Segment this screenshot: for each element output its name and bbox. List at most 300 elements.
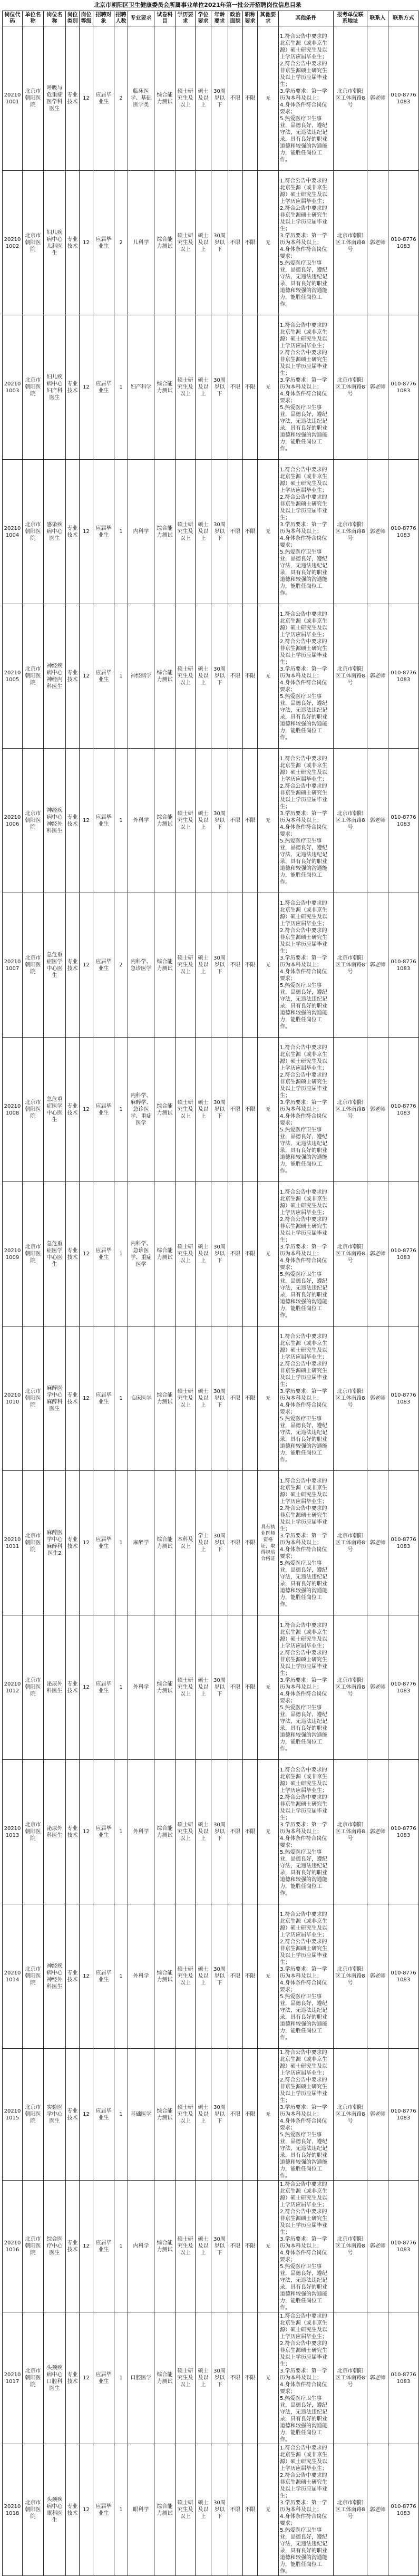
- table-row: [3, 2181, 419, 2312]
- cell-unit: 北京市朝阳医院: [23, 1038, 44, 1182]
- cell-unit: 北京市朝阳医院: [23, 1471, 44, 1615]
- cell-address: 北京市朝阳区工体南路8号: [334, 1760, 367, 1904]
- cell-address: 北京市朝阳区工体南路8号: [334, 2312, 367, 2444]
- cell-title-req: 不限: [243, 1760, 258, 1904]
- requirement-line: 5.热爱医疗卫生事业，品德良好，遵纪守法，无违法违纪记录，具有良好的职业道德和较强的沟通能力，能胜任岗位工作。: [280, 1416, 327, 1463]
- cell-post: 感染疾病中心医生: [44, 460, 66, 604]
- requirement-line: 1.符合公告中要求的北京生源（或非京生源）硕士研究生及以上学历应届毕业生；: [280, 2445, 327, 2472]
- requirement-line: 3.学历要求：第一学历为本科及以上；: [280, 1678, 327, 1690]
- header-count: 招聘人数: [114, 11, 128, 26]
- requirement-line: 4.身体条件符合岗位要求；: [280, 2118, 327, 2131]
- cell-category: 专业技术: [66, 26, 80, 171]
- cell-unit: 北京市朝阳医院: [23, 1760, 44, 1904]
- cell-contact: 郭老师: [367, 1182, 388, 1326]
- cell-contact: 郭老师: [367, 604, 388, 749]
- cell-target: 应届毕业生: [93, 26, 114, 171]
- cell-target: 应届毕业生: [93, 460, 114, 604]
- cell-contact: 郭老师: [367, 1038, 388, 1182]
- requirement-line: 2.符合公告中要求的非京生源硕士研究生及以上学历应届毕业生；: [280, 495, 327, 521]
- header-other: 其他要求: [258, 11, 279, 26]
- requirement-line: 2.符合公告中要求的非京生源硕士研究生及以上学历应届毕业生；: [280, 1939, 327, 1965]
- cell-requirements: [279, 26, 334, 171]
- requirement-line: 4.身体条件符合岗位要求；: [280, 1547, 327, 1560]
- cell-post: 头颈疾病中心口腔科医生: [44, 2312, 66, 2444]
- cell-target: 应届毕业生: [93, 1615, 114, 1760]
- document-title: 北京市朝阳区卫生健康委员会所属事业单位2021年第一批公开招聘岗位信息目录: [94, 2, 301, 8]
- cell-post: 神经疾病中心神经内科医生: [44, 604, 66, 749]
- table-row: [3, 171, 419, 315]
- cell-target: 应届毕业生: [93, 2444, 114, 2576]
- cell-address: 北京市朝阳区工体南路8号: [334, 1182, 367, 1326]
- cell-level: 12: [80, 171, 93, 315]
- cell-title-req: 不限: [243, 1182, 258, 1326]
- cell-age: 30周岁以下: [211, 1904, 228, 2049]
- cell-exam: 综合能力测试: [154, 171, 176, 315]
- cell-politics: 不限: [228, 1182, 243, 1326]
- requirement-line: 2.符合公告中要求的非京生源硕士研究生及以上学历应届毕业生；: [280, 350, 327, 376]
- requirement-line: 1.符合公告中要求的北京生源（或非京生源）硕士研究生及以上学历应届毕业生；: [280, 1189, 327, 1216]
- requirement-line: 5.热爱医疗卫生事业，品德良好，遵纪守法，无违法违纪记录，具有良好的职业道德和较强的沟通能力，能胜任岗位工作。: [280, 838, 327, 885]
- cell-age: 30周岁以下: [211, 1760, 228, 1904]
- cell-target: 应届毕业生: [93, 1471, 114, 1615]
- cell-phone: 010-87761083: [388, 1326, 419, 1471]
- cell-contact: 郭老师: [367, 1760, 388, 1904]
- requirement-line: 2.符合公告中要求的非京生源硕士研究生及以上学历应届毕业生；: [280, 928, 327, 954]
- cell-requirements: [279, 1326, 334, 1471]
- cell-politics: 不限: [228, 1760, 243, 1904]
- cell-target: 应届毕业生: [93, 604, 114, 749]
- cell-code: 202101006: [3, 749, 23, 893]
- cell-other: 无: [258, 2444, 279, 2576]
- requirement-line: 4.身体条件符合岗位要求；: [280, 2382, 327, 2395]
- table-row: [3, 1326, 419, 1471]
- header-post: 岗位名称: [44, 11, 66, 26]
- cell-phone: 010-87761083: [388, 604, 419, 749]
- cell-code: 202101017: [3, 2312, 23, 2444]
- requirement-line: 1.符合公告中要求的北京生源（或非京生源）硕士研究生及以上学历应届毕业生；: [280, 612, 327, 638]
- cell-requirements: [279, 2312, 334, 2444]
- cell-count: 1: [114, 2049, 128, 2181]
- requirement-line: 3.学历要求：第一学历为本科及以上；: [280, 955, 327, 968]
- requirement-line: 3.学历要求：第一学历为本科及以上；: [280, 522, 327, 535]
- cell-unit: 北京市朝阳医院: [23, 1182, 44, 1326]
- cell-politics: 不限: [228, 893, 243, 1038]
- cell-exam: 综合能力测试: [154, 1182, 176, 1326]
- cell-level: 12: [80, 1615, 93, 1760]
- requirement-line: 1.符合公告中要求的北京生源（或非京生源）硕士研究生及以上学历应届毕业生；: [280, 2313, 327, 2340]
- cell-other: 无: [258, 1326, 279, 1471]
- requirement-line: 4.身体条件符合岗位要求；: [280, 536, 327, 548]
- cell-exam: 综合能力测试: [154, 1326, 176, 1471]
- cell-level: 12: [80, 2049, 93, 2181]
- requirement-line: 3.学历要求：第一学历为本科及以上；: [280, 666, 327, 679]
- cell-count: 1: [114, 2181, 128, 2312]
- cell-exam: 综合能力测试: [154, 1904, 176, 2049]
- cell-post: 综合医疗中心医生: [44, 2181, 66, 2312]
- cell-major: 神经病学: [128, 604, 154, 749]
- cell-code: 202101015: [3, 2049, 23, 2181]
- header-category: 岗位类别: [66, 11, 80, 26]
- requirement-line: 2.符合公告中要求的非京生源硕士研究生及以上学历应届毕业生；: [280, 639, 327, 665]
- requirement-line: 3.学历要求：第一学历为本科及以上；: [280, 2368, 327, 2381]
- cell-age: 30周岁以下: [211, 171, 228, 315]
- cell-unit: 北京市朝阳医院: [23, 315, 44, 460]
- table-row: [3, 1760, 419, 1904]
- cell-code: 202101002: [3, 171, 23, 315]
- cell-requirements: [279, 2049, 334, 2181]
- cell-phone: 010-87761083: [388, 1615, 419, 1760]
- cell-major: 临床医学、基础医学类: [128, 26, 154, 171]
- cell-title-req: 不限: [243, 1038, 258, 1182]
- cell-post: 神经疾病中心神经外科医生: [44, 749, 66, 893]
- cell-major: 临床医学: [128, 1326, 154, 1471]
- cell-requirements: [279, 2444, 334, 2576]
- cell-count: 1: [114, 1182, 128, 1326]
- requirement-line: 2.符合公告中要求的非京生源硕士研究生及以上学历应届毕业生；: [280, 2473, 327, 2499]
- cell-degree: 硕士及以上: [196, 1615, 211, 1760]
- cell-count: 1: [114, 1471, 128, 1615]
- cell-title-req: 不限: [243, 460, 258, 604]
- cell-target: 应届毕业生: [93, 893, 114, 1038]
- cell-edu: 硕士研究生及以上: [176, 1182, 196, 1326]
- cell-title-req: 不限: [243, 1471, 258, 1615]
- cell-code: 202101010: [3, 1326, 23, 1471]
- table-row: [3, 315, 419, 460]
- header-age: 年龄要求: [211, 11, 228, 26]
- requirement-line: 3.学历要求：第一学历为本科及以上；: [280, 1822, 327, 1835]
- requirement-line: 1.符合公告中要求的北京生源（或非京生源）硕士研究生及以上学历应届毕业生；: [280, 1767, 327, 1794]
- cell-contact: 郭老师: [367, 1326, 388, 1471]
- cell-exam: 综合能力测试: [154, 460, 176, 604]
- cell-post: 神经疾病中心神经外科医生: [44, 1904, 66, 2049]
- cell-phone: 010-87761083: [388, 1904, 419, 2049]
- cell-category: 专业技术: [66, 2049, 80, 2181]
- requirement-line: 2.符合公告中要求的非京生源硕士研究生及以上学历应届毕业生；: [280, 1217, 327, 1243]
- cell-level: 12: [80, 2312, 93, 2444]
- header-degree: 学位要求: [196, 11, 211, 26]
- table-row: [3, 1038, 419, 1182]
- cell-title-req: 不限: [243, 171, 258, 315]
- cell-title-req: 不限: [243, 893, 258, 1038]
- header-title-req: 职称要求: [243, 11, 258, 26]
- cell-count: 1: [114, 604, 128, 749]
- requirement-line: 1.符合公告中要求的北京生源（或非京生源）硕士研究生及以上学历应届毕业生；: [280, 1334, 327, 1360]
- cell-politics: 不限: [228, 604, 243, 749]
- cell-title-req: 不限: [243, 1326, 258, 1471]
- cell-degree: 学士及以上: [196, 1471, 211, 1615]
- cell-politics: 不限: [228, 171, 243, 315]
- cell-title-req: 不限: [243, 26, 258, 171]
- cell-unit: 北京市朝阳医院: [23, 460, 44, 604]
- cell-age: 30周岁以下: [211, 1182, 228, 1326]
- requirement-line: 4.身体条件符合岗位要求；: [280, 1980, 327, 1993]
- cell-degree: 硕士及以上: [196, 2312, 211, 2444]
- requirement-line: 1.符合公告中要求的北京生源（或非京生源）硕士研究生及以上学历应届毕业生；: [280, 1478, 327, 1505]
- cell-politics: 不限: [228, 2181, 243, 2312]
- cell-age: 30周岁以下: [211, 2181, 228, 2312]
- cell-title-req: 不限: [243, 604, 258, 749]
- header-exam: 试卷科目: [154, 11, 176, 26]
- cell-code: 202101014: [3, 1904, 23, 2049]
- table-row: [3, 2312, 419, 2444]
- cell-contact: 郭老师: [367, 1471, 388, 1615]
- cell-edu: 硕士研究生及以上: [176, 1038, 196, 1182]
- cell-politics: 不限: [228, 2312, 243, 2444]
- cell-degree: 硕士及以上: [196, 171, 211, 315]
- requirement-line: 2.符合公告中要求的非京生源硕士研究生及以上学历应届毕业生；: [280, 206, 327, 232]
- cell-contact: 郭老师: [367, 1904, 388, 2049]
- cell-count: 2: [114, 171, 128, 315]
- cell-count: 1: [114, 315, 128, 460]
- cell-level: 12: [80, 749, 93, 893]
- cell-post: 妇儿疾病中心儿科医生: [44, 171, 66, 315]
- requirement-line: 4.身体条件符合岗位要求；: [280, 391, 327, 404]
- cell-address: 北京市朝阳区工体南路8号: [334, 2444, 367, 2576]
- header-major: 专业要求: [128, 11, 154, 26]
- cell-other: 无: [258, 26, 279, 171]
- cell-code: 202101001: [3, 26, 23, 171]
- cell-exam: 综合能力测试: [154, 26, 176, 171]
- header-address: 报考单位联系地址: [334, 11, 367, 26]
- cell-age: 30周岁以下: [211, 1471, 228, 1615]
- cell-exam: 综合能力测试: [154, 1471, 176, 1615]
- cell-degree: 硕士及以上: [196, 749, 211, 893]
- cell-other: 具有执业医师资格证，取得规培合格证: [258, 1471, 279, 1615]
- table-row: [3, 893, 419, 1038]
- cell-target: 应届毕业生: [93, 315, 114, 460]
- requirement-line: 1.符合公告中要求的北京生源（或非京生源）硕士研究生及以上学历应届毕业生；: [280, 1912, 327, 1938]
- cell-unit: 北京市朝阳医院: [23, 2444, 44, 2576]
- cell-politics: 不限: [228, 2444, 243, 2576]
- cell-post: 急危重症医学中心医生: [44, 893, 66, 1038]
- cell-contact: 郭老师: [367, 2181, 388, 2312]
- cell-requirements: [279, 1182, 334, 1326]
- cell-code: 202101016: [3, 2181, 23, 2312]
- cell-exam: 综合能力测试: [154, 893, 176, 1038]
- cell-edu: 硕士研究生及以上: [176, 2312, 196, 2444]
- cell-major: 内科学: [128, 2181, 154, 2312]
- cell-requirements: [279, 1471, 334, 1615]
- requirement-line: 2.符合公告中要求的非京生源硕士研究生及以上学历应届毕业生；: [280, 1795, 327, 1821]
- cell-degree: 硕士及以上: [196, 2049, 211, 2181]
- table-row: [3, 2049, 419, 2181]
- cell-age: 30周岁以下: [211, 1326, 228, 1471]
- requirement-line: 4.身体条件符合岗位要求；: [280, 680, 327, 693]
- cell-address: 北京市朝阳区工体南路8号: [334, 2181, 367, 2312]
- cell-degree: 硕士及以上: [196, 26, 211, 171]
- cell-major: 口腔医学: [128, 2312, 154, 2444]
- cell-code: 202101004: [3, 460, 23, 604]
- cell-edu: 硕士研究生及以上: [176, 893, 196, 1038]
- cell-edu: 硕士研究生及以上: [176, 315, 196, 460]
- cell-requirements: [279, 1760, 334, 1904]
- cell-address: 北京市朝阳区工体南路8号: [334, 26, 367, 171]
- cell-post: 头颈疾病中心眼科医生: [44, 2444, 66, 2576]
- requirement-line: 3.学历要求：第一学历为本科及以上；: [280, 1967, 327, 1979]
- cell-age: 30周岁以下: [211, 749, 228, 893]
- cell-address: 北京市朝阳区工体南路8号: [334, 315, 367, 460]
- cell-count: 2: [114, 893, 128, 1038]
- cell-unit: 北京市朝阳医院: [23, 749, 44, 893]
- cell-address: 北京市朝阳区工体南路8号: [334, 1471, 367, 1615]
- cell-target: 应届毕业生: [93, 1038, 114, 1182]
- cell-post: 泌尿外科医生: [44, 1615, 66, 1760]
- cell-edu: 硕士研究生及以上: [176, 1760, 196, 1904]
- cell-politics: 不限: [228, 460, 243, 604]
- cell-unit: 北京市朝阳医院: [23, 1615, 44, 1760]
- cell-exam: 综合能力测试: [154, 604, 176, 749]
- requirement-line: 4.身体条件符合岗位要求；: [280, 1402, 327, 1415]
- cell-target: 应届毕业生: [93, 2049, 114, 2181]
- requirement-line: 3.学历要求：第一学历为本科及以上；: [280, 1244, 327, 1257]
- requirement-line: 4.身体条件符合岗位要求；: [280, 825, 327, 837]
- cell-exam: 综合能力测试: [154, 2049, 176, 2181]
- cell-level: 12: [80, 26, 93, 171]
- cell-count: 1: [114, 460, 128, 604]
- cell-edu: 硕士研究生及以上: [176, 1326, 196, 1471]
- cell-degree: 硕士及以上: [196, 893, 211, 1038]
- cell-politics: 不限: [228, 1904, 243, 2049]
- cell-level: 12: [80, 1182, 93, 1326]
- table-row: [3, 749, 419, 893]
- cell-category: 专业技术: [66, 749, 80, 893]
- cell-count: 1: [114, 1326, 128, 1471]
- cell-requirements: [279, 749, 334, 893]
- cell-phone: 010-87761083: [388, 315, 419, 460]
- cell-phone: 010-87761083: [388, 2444, 419, 2576]
- cell-requirements: [279, 893, 334, 1038]
- cell-target: 应届毕业生: [93, 171, 114, 315]
- requirement-line: 2.符合公告中要求的非京生源硕士研究生及以上学历应届毕业生；: [280, 783, 327, 810]
- cell-exam: 综合能力测试: [154, 2181, 176, 2312]
- requirement-line: 4.身体条件符合岗位要求；: [280, 102, 327, 115]
- cell-title-req: 不限: [243, 2049, 258, 2181]
- cell-edu: 本科及以上: [176, 1471, 196, 1615]
- cell-address: 北京市朝阳区工体南路8号: [334, 1326, 367, 1471]
- cell-phone: 010-87761083: [388, 171, 419, 315]
- requirement-line: 5.热爱医疗卫生事业，品德良好，遵纪守法，无违法违纪记录，具有良好的职业道德和较强的沟通能力，能胜任岗位工作。: [280, 405, 327, 452]
- cell-code: 202101007: [3, 893, 23, 1038]
- cell-other: 无: [258, 1038, 279, 1182]
- cell-level: 12: [80, 2181, 93, 2312]
- requirement-line: 5.热爱医疗卫生事业，品德良好，遵纪守法，无违法违纪记录，具有良好的职业道德和较强的沟通能力，能胜任岗位工作。: [280, 2527, 327, 2574]
- requirement-line: 3.学历要求：第一学历为本科及以上；: [280, 811, 327, 824]
- cell-category: 专业技术: [66, 2312, 80, 2444]
- cell-contact: 郭老师: [367, 1615, 388, 1760]
- cell-contact: 郭老师: [367, 2444, 388, 2576]
- cell-edu: 硕士研究生及以上: [176, 26, 196, 171]
- cell-code: 202101018: [3, 2444, 23, 2576]
- cell-level: 12: [80, 1760, 93, 1904]
- cell-major: 麻醉学: [128, 1471, 154, 1615]
- cell-address: 北京市朝阳区工体南路8号: [334, 1038, 367, 1182]
- cell-politics: 不限: [228, 1038, 243, 1182]
- cell-address: 北京市朝阳区工体南路8号: [334, 2049, 367, 2181]
- cell-count: 1: [114, 749, 128, 893]
- requirement-line: 1.符合公告中要求的北京生源（或非京生源）硕士研究生及以上学历应届毕业生；: [280, 34, 327, 60]
- table-row: [3, 604, 419, 749]
- cell-category: 专业技术: [66, 1038, 80, 1182]
- table-row: [3, 1471, 419, 1615]
- cell-requirements: [279, 2181, 334, 2312]
- cell-edu: 硕士研究生及以上: [176, 171, 196, 315]
- table-row: [3, 2444, 419, 2576]
- cell-edu: 硕士研究生及以上: [176, 1615, 196, 1760]
- cell-contact: 郭老师: [367, 315, 388, 460]
- cell-edu: 硕士研究生及以上: [176, 2181, 196, 2312]
- cell-phone: 010-87761083: [388, 1038, 419, 1182]
- cell-target: 应届毕业生: [93, 1904, 114, 2049]
- cell-post: 急危重症医学中心医生: [44, 1038, 66, 1182]
- cell-contact: 郭老师: [367, 2049, 388, 2181]
- cell-unit: 北京市朝阳医院: [23, 171, 44, 315]
- requirement-line: 1.符合公告中要求的北京生源（或非京生源）硕士研究生及以上学历应届毕业生；: [280, 178, 327, 205]
- requirement-line: 4.身体条件符合岗位要求；: [280, 247, 327, 259]
- cell-address: 北京市朝阳区工体南路8号: [334, 749, 367, 893]
- cell-target: 应届毕业生: [93, 1182, 114, 1326]
- cell-category: 专业技术: [66, 2181, 80, 2312]
- cell-degree: 硕士及以上: [196, 2444, 211, 2576]
- requirement-line: 2.符合公告中要求的非京生源硕士研究生及以上学历应届毕业生；: [280, 2209, 327, 2235]
- cell-exam: 综合能力测试: [154, 1615, 176, 1760]
- cell-count: 1: [114, 2444, 128, 2576]
- cell-target: 应届毕业生: [93, 749, 114, 893]
- cell-other: 无: [258, 1904, 279, 2049]
- cell-title-req: 不限: [243, 2312, 258, 2444]
- cell-level: 12: [80, 893, 93, 1038]
- header-phone: 联系方式: [388, 11, 419, 26]
- cell-age: 30周岁以下: [211, 2444, 228, 2576]
- cell-requirements: [279, 604, 334, 749]
- table-row: [3, 1182, 419, 1326]
- cell-edu: 硕士研究生及以上: [176, 749, 196, 893]
- cell-age: 30周岁以下: [211, 1615, 228, 1760]
- cell-unit: 北京市朝阳医院: [23, 2312, 44, 2444]
- cell-category: 专业技术: [66, 1326, 80, 1471]
- table-row: [3, 1615, 419, 1760]
- cell-other: 无: [258, 315, 279, 460]
- cell-politics: 不限: [228, 1471, 243, 1615]
- cell-target: 应届毕业生: [93, 2312, 114, 2444]
- table-body: [3, 26, 419, 2576]
- cell-degree: 硕士及以上: [196, 2181, 211, 2312]
- cell-category: 专业技术: [66, 1615, 80, 1760]
- cell-major: 基础医学: [128, 2049, 154, 2181]
- cell-degree: 硕士及以上: [196, 1182, 211, 1326]
- cell-post: 麻醉医学中心麻醉科医生2: [44, 1471, 66, 1615]
- cell-unit: 北京市朝阳医院: [23, 2181, 44, 2312]
- cell-exam: 综合能力测试: [154, 315, 176, 460]
- cell-post: 急危重症医学中心医生: [44, 1182, 66, 1326]
- header-edu: 学历要求: [176, 11, 196, 26]
- cell-major: 外科学: [128, 749, 154, 893]
- cell-unit: 北京市朝阳医院: [23, 1326, 44, 1471]
- cell-phone: 010-87761083: [388, 1471, 419, 1615]
- cell-code: 202101003: [3, 315, 23, 460]
- cell-degree: 硕士及以上: [196, 1038, 211, 1182]
- requirement-line: 1.符合公告中要求的北京生源（或非京生源）硕士研究生及以上学历应届毕业生；: [280, 2182, 327, 2208]
- cell-address: 北京市朝阳区工体南路8号: [334, 604, 367, 749]
- cell-exam: 综合能力测试: [154, 1760, 176, 1904]
- cell-level: 12: [80, 460, 93, 604]
- cell-major: 眼科学: [128, 2444, 154, 2576]
- cell-address: 北京市朝阳区工体南路8号: [334, 1615, 367, 1760]
- table-row: [3, 26, 419, 171]
- cell-age: 30周岁以下: [211, 604, 228, 749]
- cell-edu: 硕士研究生及以上: [176, 2049, 196, 2181]
- cell-code: 202101013: [3, 1760, 23, 1904]
- requirement-line: 2.符合公告中要求的非京生源硕士研究生及以上学历应届毕业生；: [280, 2341, 327, 2367]
